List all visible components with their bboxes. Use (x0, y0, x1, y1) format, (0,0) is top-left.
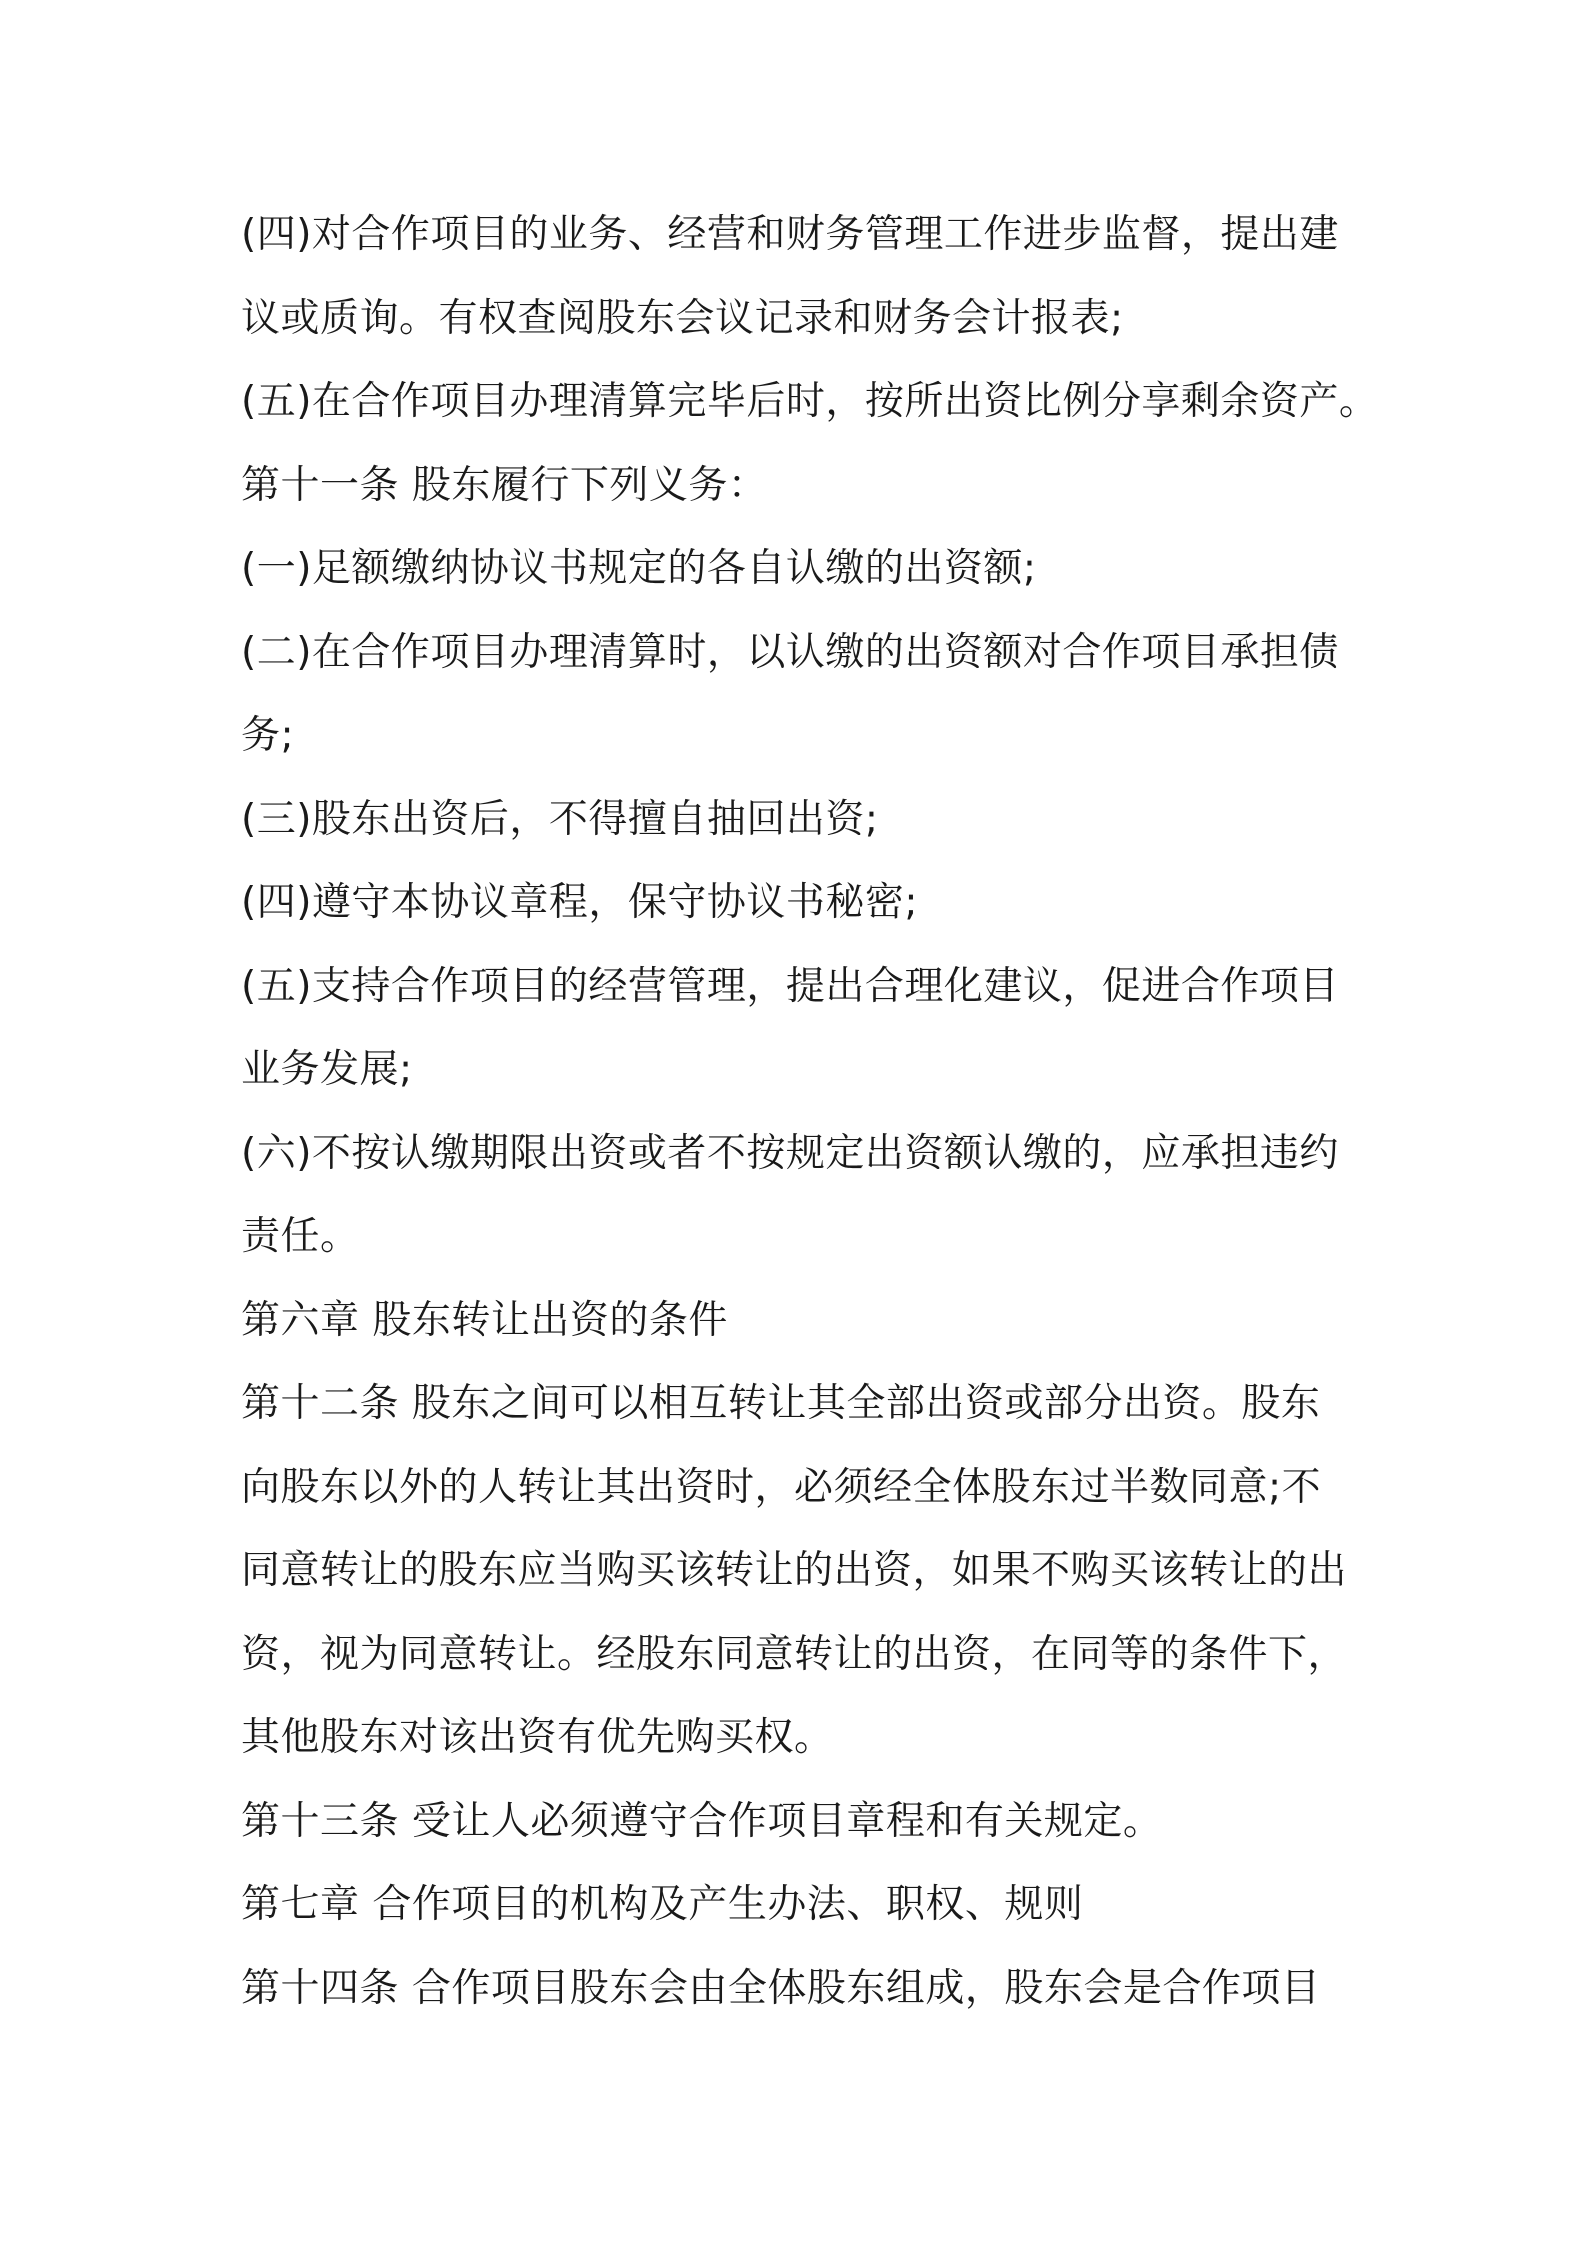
text-line: (六)不按认缴期限出资或者不按规定出资额认缴的，应承担违约 (241, 1130, 1339, 1176)
text-line: 资，视为同意转让。经股东同意转让的出资，在同等的条件下， (241, 1631, 1348, 1677)
text-line: 议或质询。有权查阅股东会议记录和财务会计报表; (241, 295, 1124, 341)
text-line: 责任。 (241, 1214, 360, 1259)
document-body (241, 193, 1379, 2030)
chapter-heading: 第六章 股东转让出资的条件 (241, 1297, 728, 1343)
chapter-heading: 第七章 合作项目的机构及产生办法、职权、规则 (241, 1882, 1084, 1927)
text-line: 向股东以外的人转让其出资时，必须经全体股东过半数同意;不 (241, 1464, 1322, 1510)
article-heading: 第十二条 股东之间可以相互转让其全部出资或部分出资。股东 (241, 1381, 1321, 1426)
article-heading: 第十一条 股东履行下列义务： (241, 462, 768, 508)
text-line: 务; (241, 713, 295, 758)
text-line: (五)在合作项目办理清算完毕后时，按所出资比例分享剩余资产。 (241, 379, 1379, 424)
text-line: 业务发展; (241, 1047, 413, 1092)
text-line: (二)在合作项目办理清算时，以认缴的出资额对合作项目承担债 (241, 629, 1339, 675)
text-line: (四)遵守本协议章程，保守协议书秘密; (241, 880, 919, 925)
text-line: (四)对合作项目的业务、经营和财务管理工作进步监督，提出建 (241, 212, 1339, 257)
text-line: (五)支持合作项目的经营管理，提出合理化建议，促进合作项目 (241, 963, 1339, 1009)
article-heading: 第十四条 合作项目股东会由全体股东组成，股东会是合作项目 (241, 1965, 1321, 2011)
text-line: (一)足额缴纳协议书规定的各自认缴的出资额; (241, 546, 1037, 591)
article-heading: 第十三条 受让人必须遵守合作项目章程和有关规定。 (241, 1798, 1163, 1844)
text-line: 同意转让的股东应当购买该转让的出资，如果不购买该转让的出 (241, 1548, 1348, 1593)
text-line: 其他股东对该出资有优先购买权。 (241, 1715, 834, 1760)
text-line: (三)股东出资后，不得擅自抽回出资; (241, 796, 879, 842)
